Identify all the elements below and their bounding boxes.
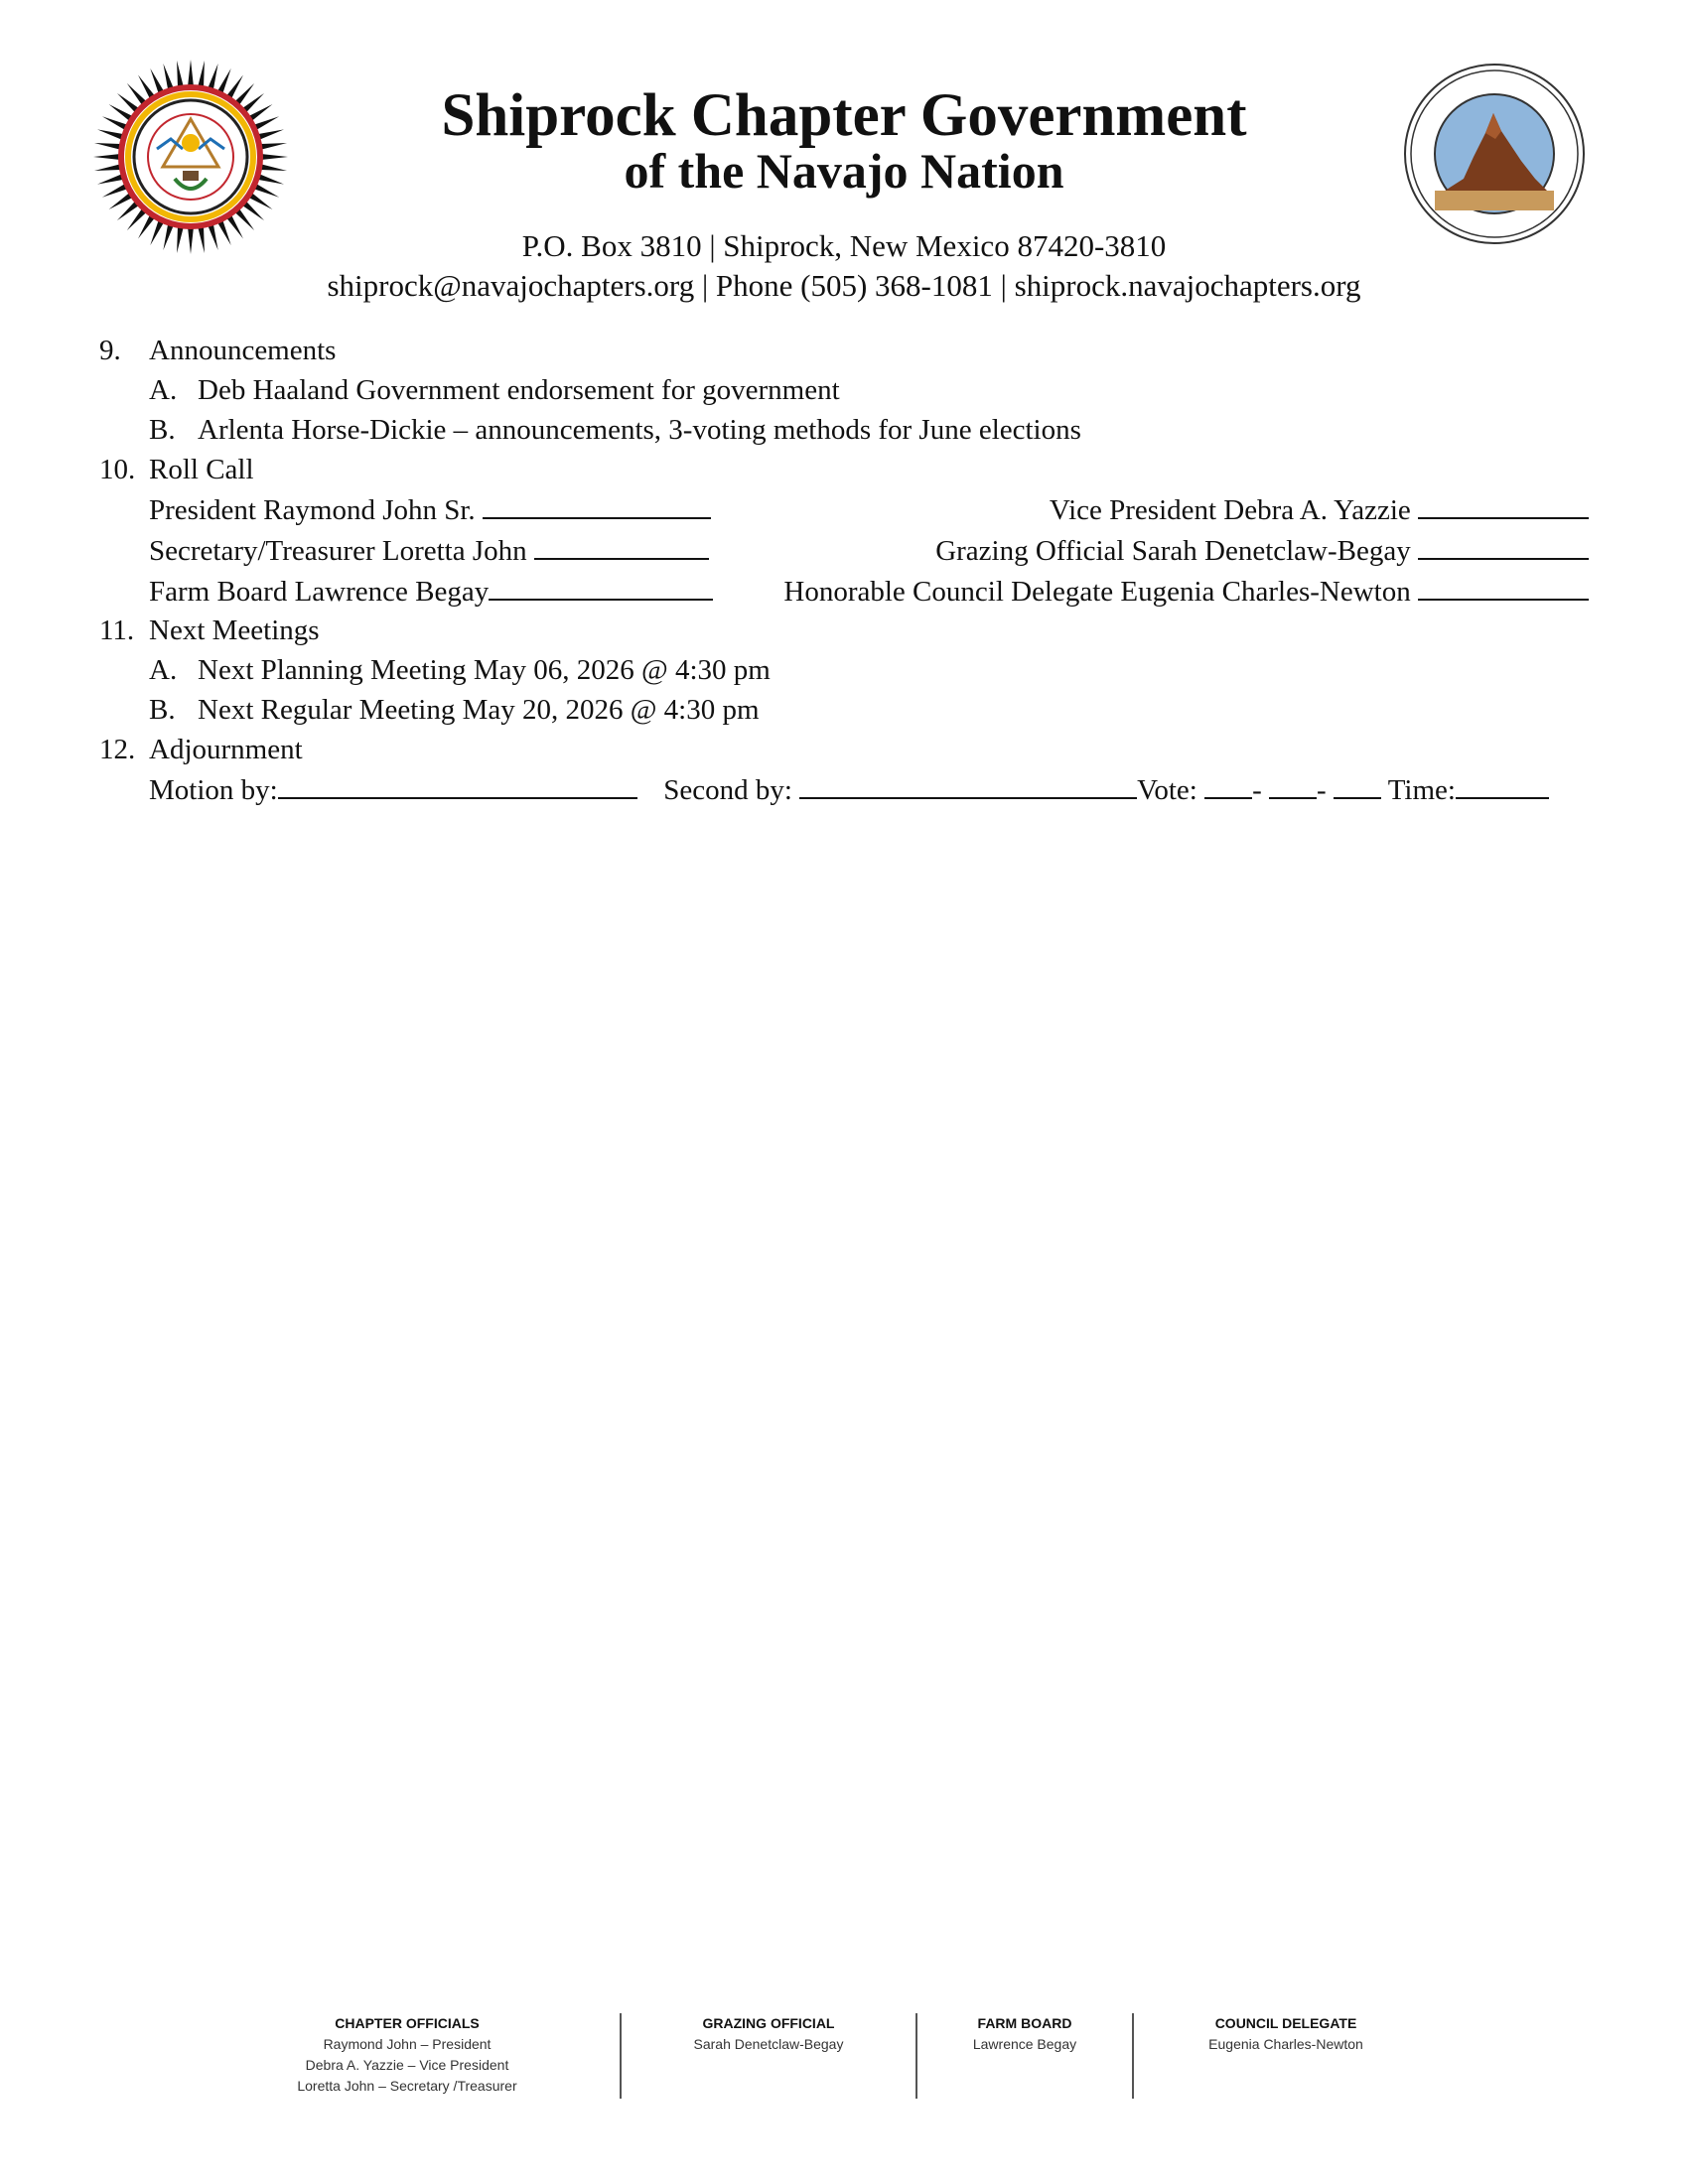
signature-blank[interactable] xyxy=(1418,532,1589,560)
second-by-blank[interactable] xyxy=(799,771,1137,799)
footer-grazing-name: Sarah Denetclaw-Begay xyxy=(693,2036,844,2052)
footer-grazing-heading: GRAZING OFFICIAL xyxy=(702,2015,835,2031)
agenda-item-9a-letter: A. xyxy=(149,374,178,406)
agenda-item-11b-letter: B. xyxy=(149,694,176,726)
contact-info: shiprock@navajochapters.org | Phone (505) 368-1081 | shiprock.navajochapters.org xyxy=(327,268,1361,303)
footer-divider xyxy=(915,2013,917,2099)
roll-call-president-label: President Raymond John Sr. xyxy=(149,494,476,526)
agenda-item-12-number: 12. xyxy=(99,734,136,765)
footer-farm-name: Lawrence Begay xyxy=(972,2036,1077,2052)
roll-call-farm-board-label: Farm Board Lawrence Begay xyxy=(149,576,490,608)
signature-blank[interactable] xyxy=(534,532,709,560)
footer-official: Raymond John – President xyxy=(323,2036,492,2052)
time-label: Time: xyxy=(1387,774,1456,806)
agenda-item-9-label: Announcements xyxy=(149,335,337,366)
vote-abstain-blank[interactable] xyxy=(1334,771,1381,799)
signature-blank[interactable] xyxy=(489,573,713,601)
roll-call-vice-president-label: Vice President Debra A. Yazzie xyxy=(1049,494,1411,526)
vote-label: Vote: xyxy=(1137,774,1197,806)
adjournment-motion-row xyxy=(149,770,1549,810)
agenda-item-11b-text: Next Regular Meeting May 20, 2026 @ 4:30 pm xyxy=(198,694,760,726)
motion-by-blank[interactable] xyxy=(278,771,637,799)
roll-call-grazing-label: Grazing Official Sarah Denetclaw-Begay xyxy=(935,535,1411,567)
signature-blank[interactable] xyxy=(483,491,711,519)
roll-call-president xyxy=(149,490,711,530)
roll-call-secretary xyxy=(149,531,709,571)
agenda-item-9b-text: Arlenta Horse-Dickie – announcements, 3-voting methods for June elections xyxy=(198,414,1081,446)
agenda-item-12-label: Adjournment xyxy=(149,734,303,765)
footer-chapter-officials xyxy=(228,2013,586,2097)
agenda-item-9b-letter: B. xyxy=(149,414,176,446)
vote-dash: - xyxy=(1252,774,1262,806)
roll-call-vice-president xyxy=(1050,490,1589,530)
footer-divider xyxy=(620,2013,622,2099)
roll-call-council-label: Honorable Council Delegate Eugenia Charles-Newton xyxy=(783,576,1411,608)
footer-grazing-official xyxy=(630,2013,908,2055)
footer-divider xyxy=(1132,2013,1134,2099)
mailing-address: P.O. Box 3810 | Shiprock, New Mexico 87420-3810 xyxy=(521,228,1167,263)
footer-council-heading: COUNCIL DELEGATE xyxy=(1214,2015,1357,2031)
agenda-item-9a-text: Deb Haaland Government endorsement for government xyxy=(198,374,840,406)
signature-blank[interactable] xyxy=(1418,573,1589,601)
agenda-item-11a-text: Next Planning Meeting May 06, 2026 @ 4:30 pm xyxy=(198,654,771,686)
motion-by-label: Motion by: xyxy=(149,774,278,806)
time-blank[interactable] xyxy=(1456,771,1549,799)
roll-call-farm-board xyxy=(149,572,713,612)
signature-blank[interactable] xyxy=(1418,491,1589,519)
agenda-item-9 xyxy=(99,331,121,370)
agenda-item-11a-letter: A. xyxy=(149,654,178,686)
vote-no-blank[interactable] xyxy=(1269,771,1317,799)
vote-dash: - xyxy=(1317,774,1327,806)
footer-officials-heading: CHAPTER OFFICIALS xyxy=(335,2015,480,2031)
organization-title: Shiprock Chapter Government xyxy=(441,82,1247,149)
footer-official: Loretta John – Secretary /Treasurer xyxy=(297,2078,517,2094)
agenda-item-11-label: Next Meetings xyxy=(149,614,320,646)
footer-council-name: Eugenia Charles-Newton xyxy=(1208,2036,1363,2052)
vote-yes-blank[interactable] xyxy=(1204,771,1252,799)
agenda-item-11-number: 11. xyxy=(99,614,135,646)
second-by-label: Second by: xyxy=(663,774,792,806)
footer-farm-heading: FARM BOARD xyxy=(977,2015,1072,2031)
shiprock-chapter-seal-logo xyxy=(1402,62,1587,246)
roll-call-council xyxy=(783,572,1589,612)
footer-council-delegate xyxy=(1142,2013,1430,2055)
roll-call-grazing xyxy=(935,531,1589,571)
agenda-item-10-number: 10. xyxy=(99,454,136,485)
roll-call-secretary-label: Secretary/Treasurer Loretta John xyxy=(149,535,527,567)
footer-official: Debra A. Yazzie – Vice President xyxy=(305,2057,509,2073)
agenda-item-10-label: Roll Call xyxy=(149,454,254,485)
agenda-item-number: 9. xyxy=(99,335,121,366)
organization-subtitle: of the Navajo Nation xyxy=(624,143,1064,199)
footer-farm-board xyxy=(925,2013,1124,2055)
